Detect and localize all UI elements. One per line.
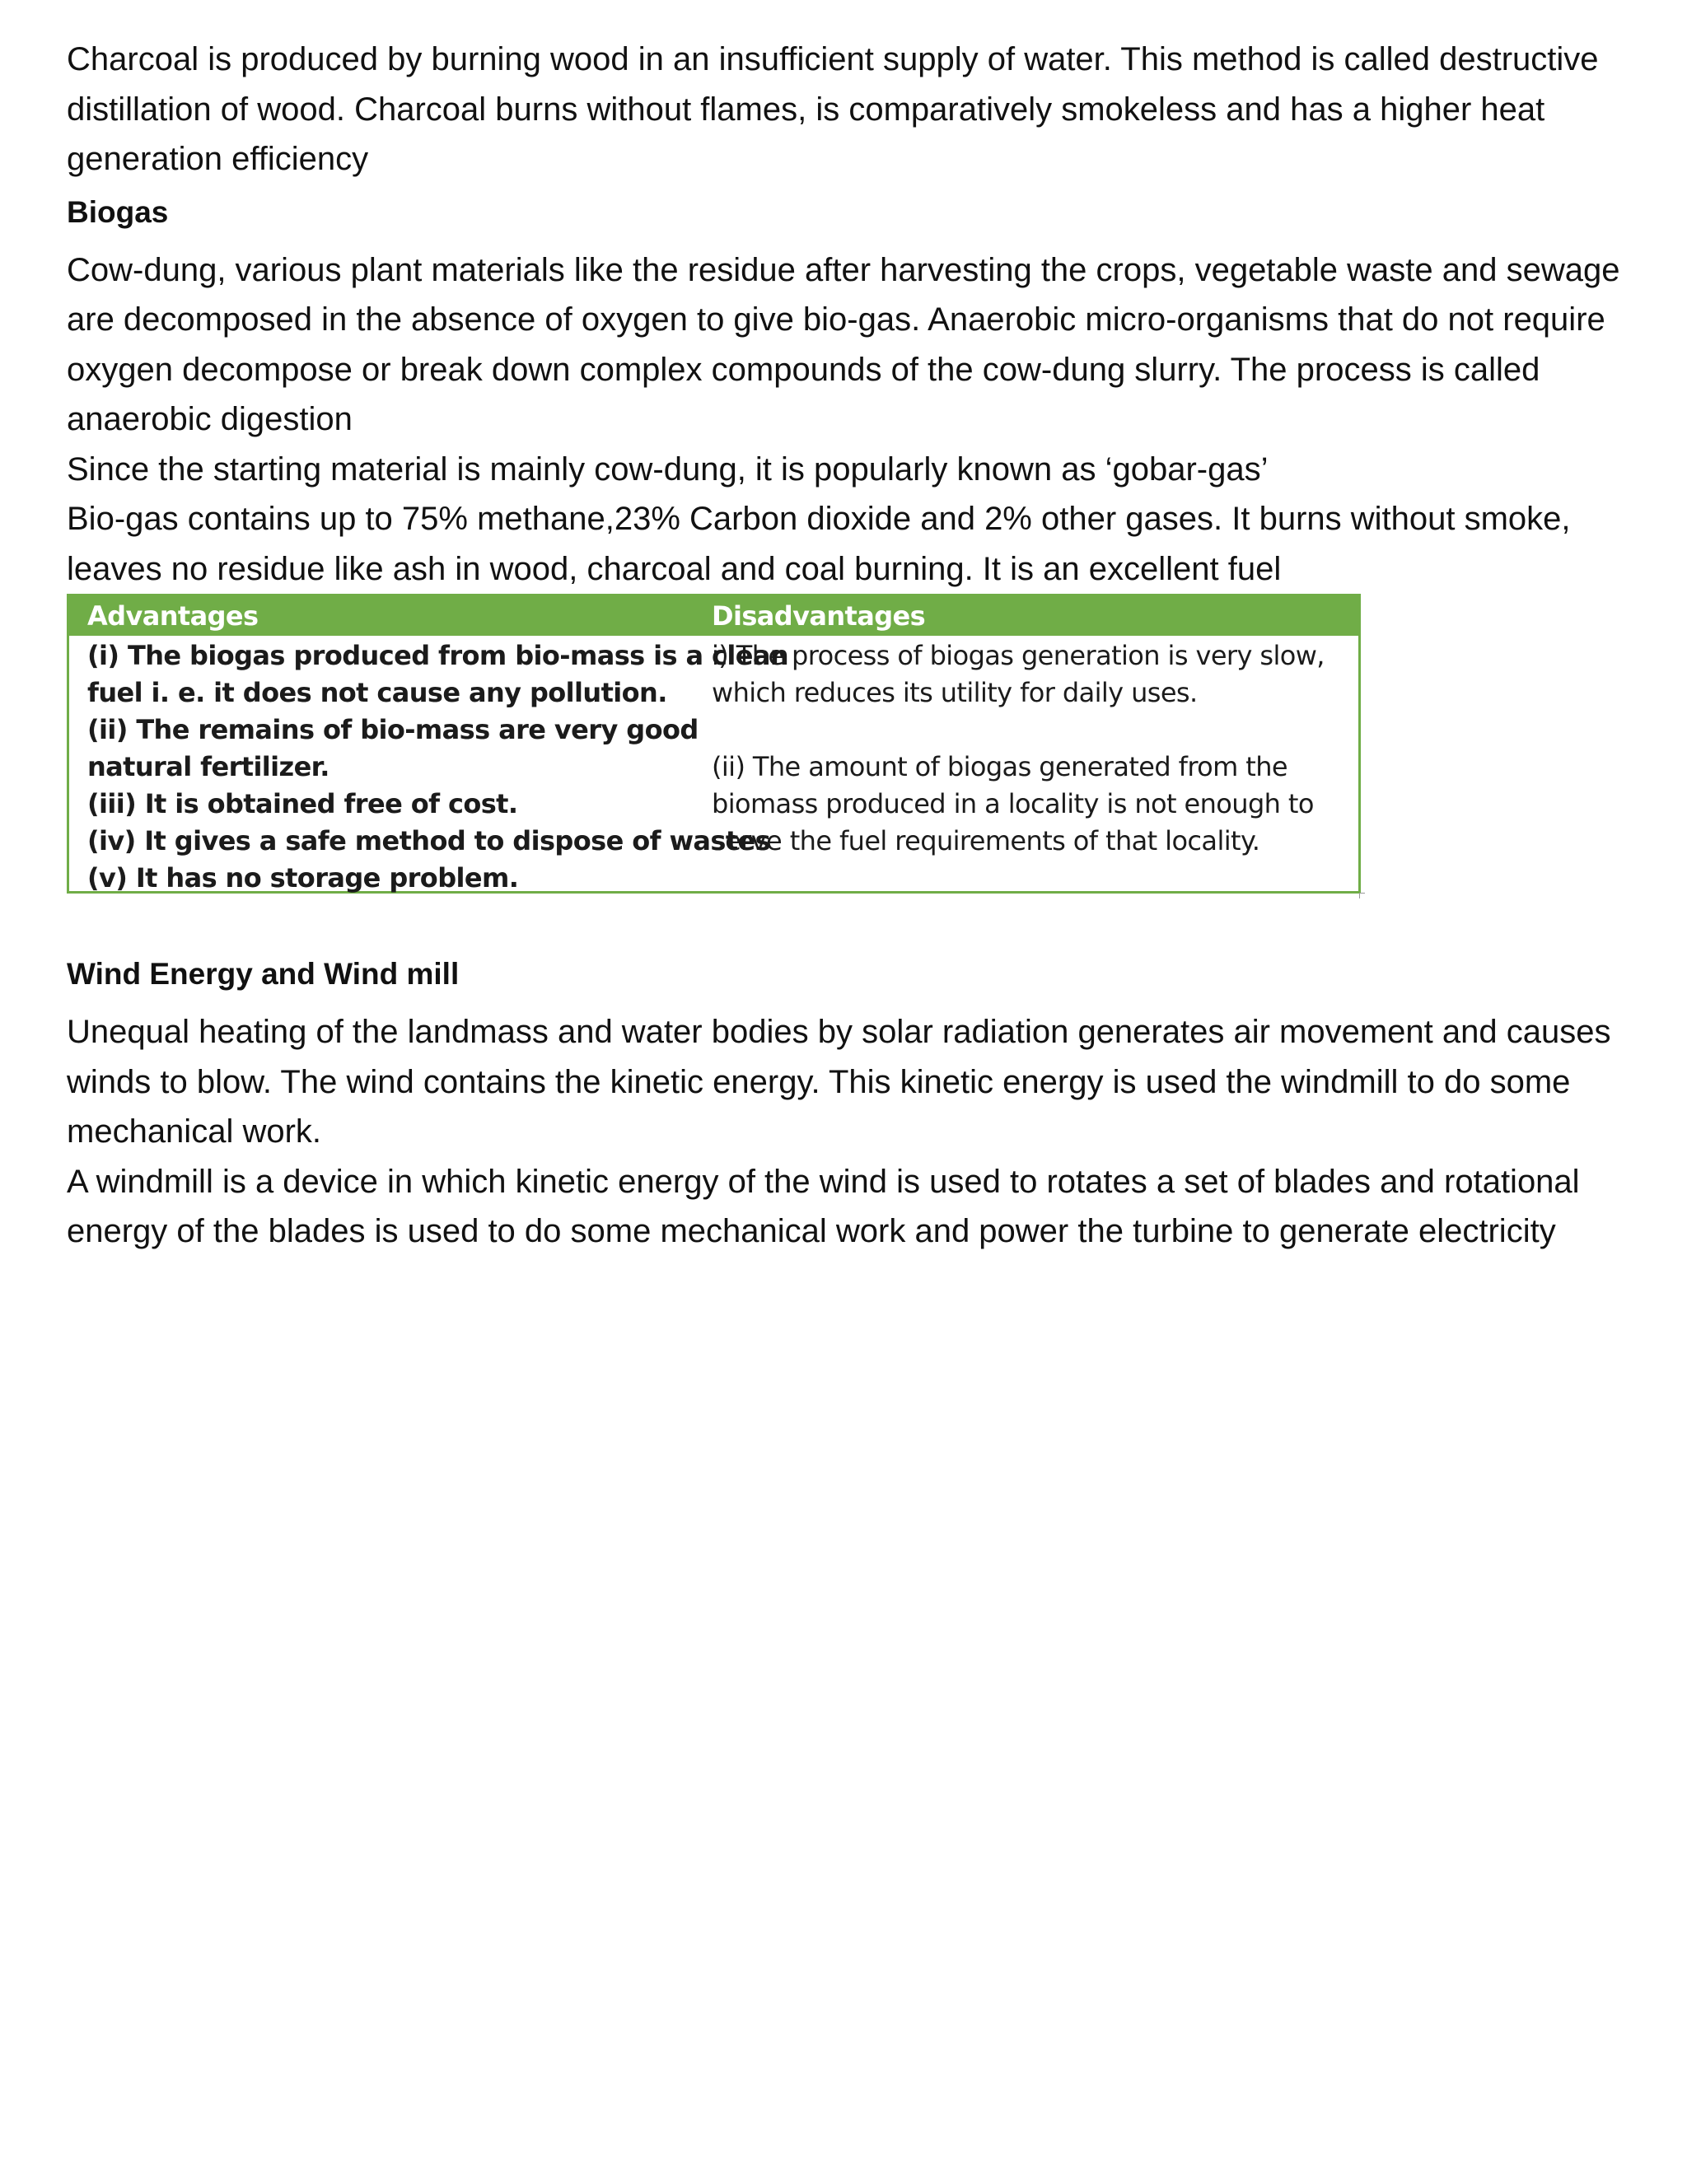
advantage-line: (i) The biogas produced from bio-mass is a clean — [87, 640, 789, 671]
header-disadvantages: Disadvantages — [712, 600, 926, 632]
wind-heading: Wind Energy and Wind mill — [67, 957, 460, 991]
table-header-row — [69, 596, 1358, 636]
biogas-heading: Biogas — [67, 194, 169, 229]
biogas-paragraph-3: Bio-gas contains up to 75% methane,23% Carbon dioxide and 2% other gases. It burns without smoke, leaves no residue like ash in wood, charcoal and coal burning. It is an excellent fuel — [67, 501, 1571, 587]
document-page — [67, 35, 1632, 1257]
header-advantages: Advantages — [87, 600, 259, 632]
advantage-line: (ii) The remains of bio-mass are very good — [87, 714, 699, 745]
table-body-row — [69, 636, 1358, 897]
biogas-paragraph-2: Since the starting material is mainly cow-dung, it is popularly known as ‘gobar-gas’ — [67, 450, 1269, 488]
biogas-advantages-table — [67, 594, 1361, 894]
advantage-line: fuel i. e. it does not cause any pollution. — [87, 677, 667, 708]
disadvantage-line: (ii) The amount of biogas generated from the — [712, 751, 1288, 782]
section-spacer — [67, 894, 1632, 950]
disadvantages-cell — [712, 637, 1358, 897]
disadvantage-line: serve the fuel requirements of that locality. — [712, 825, 1260, 856]
advantage-line: (iii) It is obtained free of cost. — [87, 788, 518, 819]
disadvantage-line: which reduces its utility for daily uses. — [712, 677, 1198, 708]
biogas-table-figure — [67, 594, 1361, 894]
advantage-line: (v) It has no storage problem. — [87, 862, 519, 894]
image-corner-mark — [1359, 893, 1365, 898]
advantages-cell — [69, 637, 789, 897]
disadvantage-line: biomass produced in a locality is not enough to — [712, 788, 1314, 819]
wind-paragraph-2: A windmill is a device in which kinetic energy of the wind is used to rotates a set of blades and rotational energy of the blades is used to do some mechanical work and power the turbine to generate electricity — [67, 1163, 1580, 1249]
charcoal-paragraph: Charcoal is produced by burning wood in an insufficient supply of water. This method is called destructive distillation of wood. Charcoal burns without flames, is comparatively smokeless and has a higher heat generation efficiency — [67, 41, 1599, 177]
wind-paragraph-1: Unequal heating of the landmass and water bodies by solar radiation generates air movement and causes winds to blow. The wind contains the kinetic energy. This kinetic energy is used the windmill to do some mechanical work. — [67, 1014, 1611, 1150]
cell-spacer — [712, 712, 1358, 749]
biogas-paragraph-1: Cow-dung, various plant materials like the residue after harvesting the crops, vegetable waste and sewage are decomposed in the absence of oxygen to give bio-gas. Anaerobic micro-organisms that do not require oxygen decompose or break down complex compounds of the cow-dung slurry. The process is called anaerobic digestion — [67, 251, 1620, 437]
disadvantage-line: i) The process of biogas generation is very slow, — [712, 640, 1325, 671]
advantage-line: (iv) It gives a safe method to dispose of wastes — [87, 825, 771, 856]
advantage-line: natural fertilizer. — [87, 751, 329, 782]
